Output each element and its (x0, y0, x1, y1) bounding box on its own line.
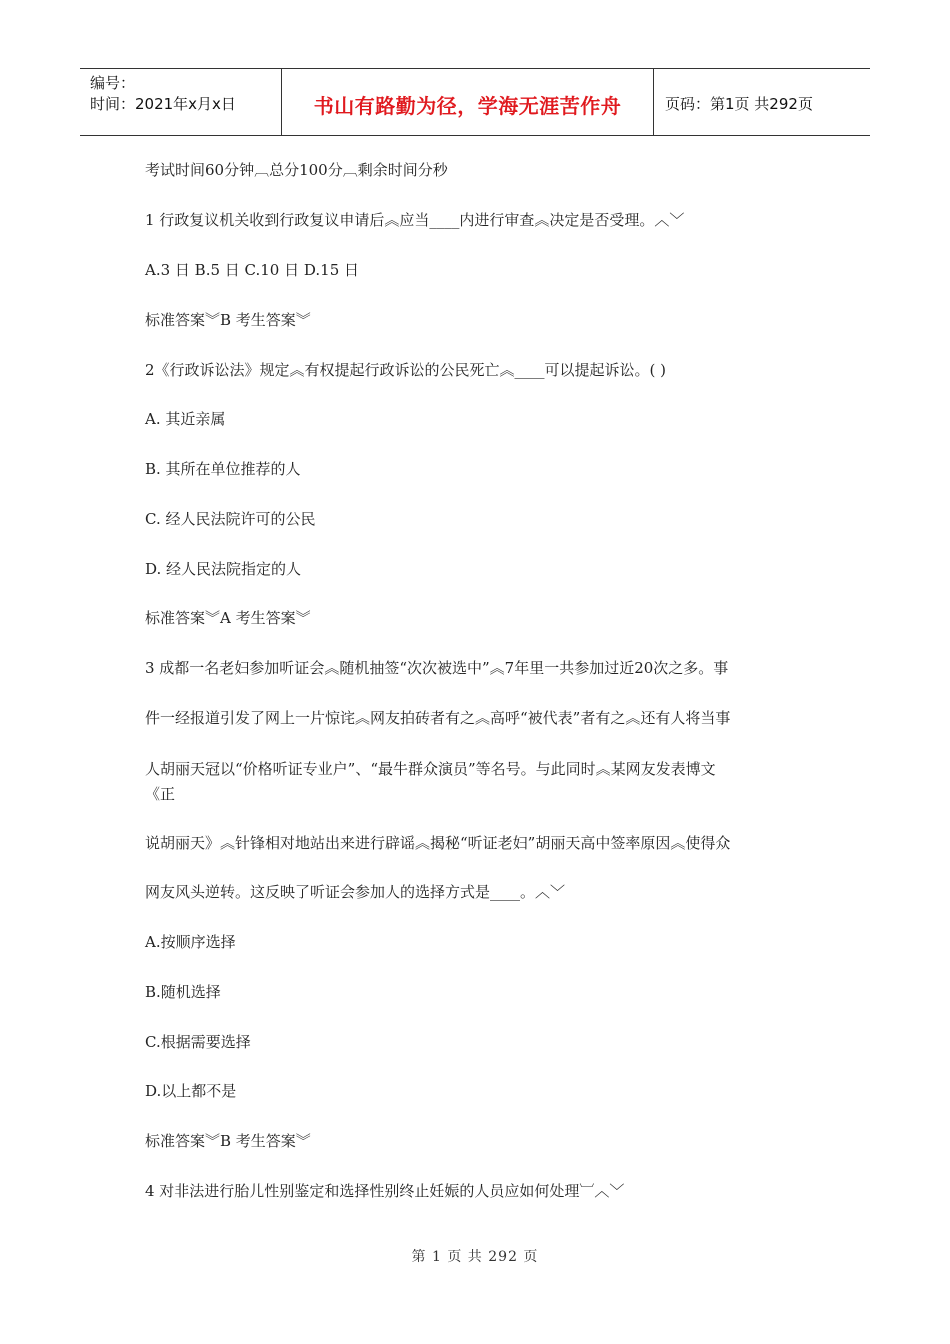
header-page-info: 页码：第1页 共292页 (665, 94, 813, 113)
question-3-text-line-5: 说胡丽天》︽针锋相对地站出来进行辟谣︽揭秘“听证老妇”胡丽天高中签率原因︽使得众 (145, 834, 731, 852)
question-1-text: 1 行政复议机关收到行政复议申请后︽应当____内进行审查︽决定是否受理。︿﹀ (145, 211, 685, 229)
question-3-option-a: A.按顺序选择 (145, 933, 236, 951)
question-3-text-line-1: 3 成都一名老妇参加听证会︽随机抽签“次次被选中”︽7年里一共参加过近20次之多。事 (145, 659, 729, 677)
question-3-answer: 标准答案︾B 考生答案︾ (145, 1132, 311, 1150)
question-1-answer: 标准答案︾B 考生答案︾ (145, 311, 311, 329)
question-2-option-a: A. 其近亲属 (145, 410, 226, 428)
document-number: 编号： (90, 74, 136, 92)
question-2-option-d: D. 经人民法院指定的人 (145, 560, 302, 578)
question-3-text-line-6: 网友风头逆转。这反映了听证会参加人的选择方式是____。︿﹀ (145, 883, 566, 901)
question-2-option-b: B. 其所在单位推荐的人 (145, 460, 301, 478)
question-2-text: 2《行政诉讼法》规定︽有权提起行政诉讼的公民死亡︽____可以提起诉讼。( ) (145, 361, 667, 379)
exam-info: 考试时间60分钟︹总分100分︹剩余时间分秒 (145, 161, 448, 179)
question-3-option-b: B.随机选择 (145, 983, 221, 1001)
question-3-option-d: D.以上都不是 (145, 1082, 237, 1100)
question-3-text-line-4: 《正 (145, 785, 176, 803)
header-motto: 书山有路勤为径，学海无涯苦作舟 (282, 69, 654, 135)
question-2-answer: 标准答案︾A 考生答案︾ (145, 609, 311, 627)
page-header (80, 68, 870, 136)
header-meta (80, 69, 282, 135)
question-3-text-line-2: 件一经报道引发了网上一片惊诧︽网友拍砖者有之︽高呼“被代表”者有之︽还有人将当事 (145, 709, 731, 727)
question-2-option-c: C. 经人民法院许可的公民 (145, 510, 316, 528)
page-footer: 第 1 页 共 292 页 (411, 1249, 539, 1265)
document-date: 时间：2021年x月x日 (90, 95, 236, 113)
question-1-options: A.3 日 B.5 日 C.10 日 D.15 日 (145, 261, 359, 279)
question-3-text-line-3: 人胡丽天冠以“价格听证专业户”、“最牛群众演员”等名号。与此同时︽某网友发表博文 (145, 760, 716, 778)
question-3-option-c: C.根据需要选择 (145, 1033, 251, 1051)
question-4-text: 4 对非法进行胎儿性别鉴定和选择性别终止妊娠的人员应如何处理︺︿﹀ (145, 1182, 625, 1200)
